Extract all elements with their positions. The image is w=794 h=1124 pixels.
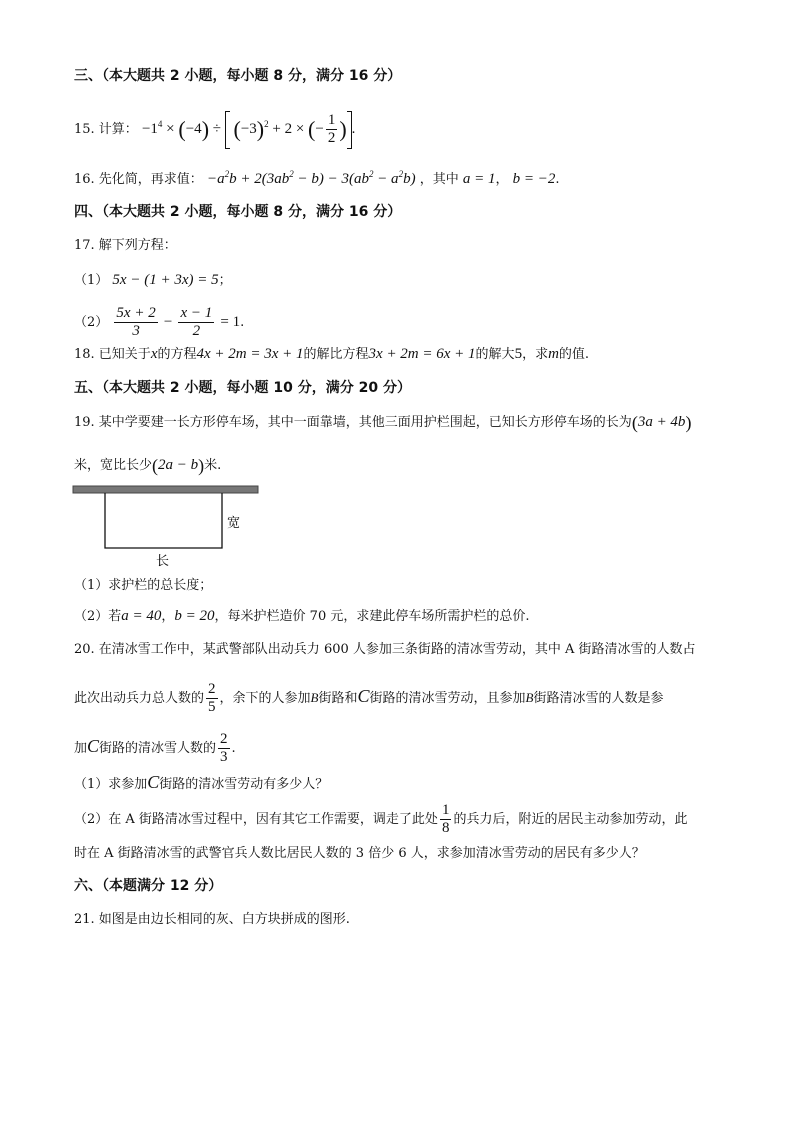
- question-17-1: （1） 5x − (1 + 3x) = 5；: [74, 272, 232, 288]
- q19-difference-expression: 2a − b: [158, 457, 199, 473]
- q18-equation-1: 4x + 2m = 3x + 1: [196, 346, 304, 362]
- section-6-heading: 六、（本题满分 12 分）: [74, 878, 223, 894]
- q16-expression: $-a^2b + 2(3ab^2 - b) - 3(ab^2 - a^2b)$: [206, 169, 416, 187]
- q17-2-fraction-1: $\frac{5x + 2}{3}$: [116, 305, 156, 339]
- question-20-line-1: 20. 在清冰雪工作中，某武警部队出动兵力 600 人参加三条街路的清冰雪劳动，其中 A 街路清冰雪的人数占: [74, 642, 696, 657]
- question-20-2-continued: 时在 A 街路清冰雪的武警官兵人数比居民人数的 3 倍少 6 人，求参加清冰雪劳动的居民有多少人？: [74, 846, 645, 861]
- question-19-line-1: 19. 某中学要建一长方形停车场，其中一面靠墙，其他三面用护栏围起，已知长方形停车场的长为(3a + 4b): [74, 412, 692, 433]
- fence-rectangle: [105, 493, 222, 548]
- question-18: 18. 已知关于x的方程4x + 2m = 3x + 1的解比方程3x + 2m = 6x + 1的解大5，求m的值.: [74, 346, 590, 362]
- question-17: 17. 解下列方程：: [74, 238, 177, 253]
- section-5-heading: 五、（本大题共 2 小题，每小题 10 分，满分 20 分）: [74, 380, 411, 396]
- question-20-line-2: 此次出动兵力总人数的 $\frac{2}{5}$ ，余下的人参加B街路和C街路的清冰雪劳动，且参加B街路清冰雪的人数是参: [74, 681, 664, 715]
- q15-expression: $-1^4 \times (-4) \div (-3)^2 + 2$ × (− $\frac{1}{2}$ ) .: [142, 121, 355, 137]
- section-3-heading: 三、（本大题共 2 小题，每小题 8 分，满分 16 分）: [74, 68, 402, 84]
- q18-equation-2: 3x + 2m = 6x + 1: [368, 346, 476, 362]
- question-19-1: （1）求护栏的总长度；: [74, 578, 213, 593]
- q15-label: 15. 计算：: [74, 122, 138, 137]
- q16-label: 16. 先化简，再求值：: [74, 172, 203, 187]
- parking-lot-figure: [70, 483, 270, 573]
- length-label: 长: [156, 554, 170, 569]
- q16-b-value: b = −2: [512, 171, 556, 187]
- question-20-2: （2）在 A 街路清冰雪过程中，因有其它工作需要，调走了此处 $\frac{1}{8}$ 的兵力后，附近的居民主动参加劳动，此: [74, 802, 688, 836]
- q17-2-fraction-2: $\frac{x - 1}{2}$: [180, 305, 213, 339]
- q16-a-value: a = 1: [462, 171, 496, 187]
- q19-length-expression: 3a + 4b: [637, 414, 686, 430]
- question-19-line-2: 米，宽比长少(2a − b)米.: [74, 455, 222, 476]
- question-17-2: （2） $\frac{5x + 2}{3}$ − $\frac{x - 1}{2}$ = 1.: [74, 305, 245, 339]
- question-16: 16. 先化简，再求值： $-a^2b + 2(3ab^2 - b) - 3(ab^2 - a^2b)$ ，其中 a = 1， b = −2.: [74, 169, 560, 187]
- q17-1-equation: 5x − (1 + 3x) = 5: [112, 272, 219, 288]
- question-19-2: （2）若a = 40，b = 20，每米护栏造价 70 元，求建此停车场所需护栏的总价.: [74, 608, 530, 624]
- width-label: 宽: [227, 516, 241, 531]
- question-20-line-3: 加C街路的清冰雪人数的 $\frac{2}{3}$ .: [74, 731, 236, 765]
- question-20-1: （1）求参加C街路的清冰雪劳动有多少人？: [74, 772, 329, 792]
- wall: [73, 486, 258, 493]
- question-21: 21. 如图是由边长相同的灰、白方块拼成的图形.: [74, 912, 350, 927]
- question-15: [74, 104, 734, 150]
- section-4-heading: 四、（本大题共 2 小题，每小题 8 分，满分 16 分）: [74, 204, 402, 220]
